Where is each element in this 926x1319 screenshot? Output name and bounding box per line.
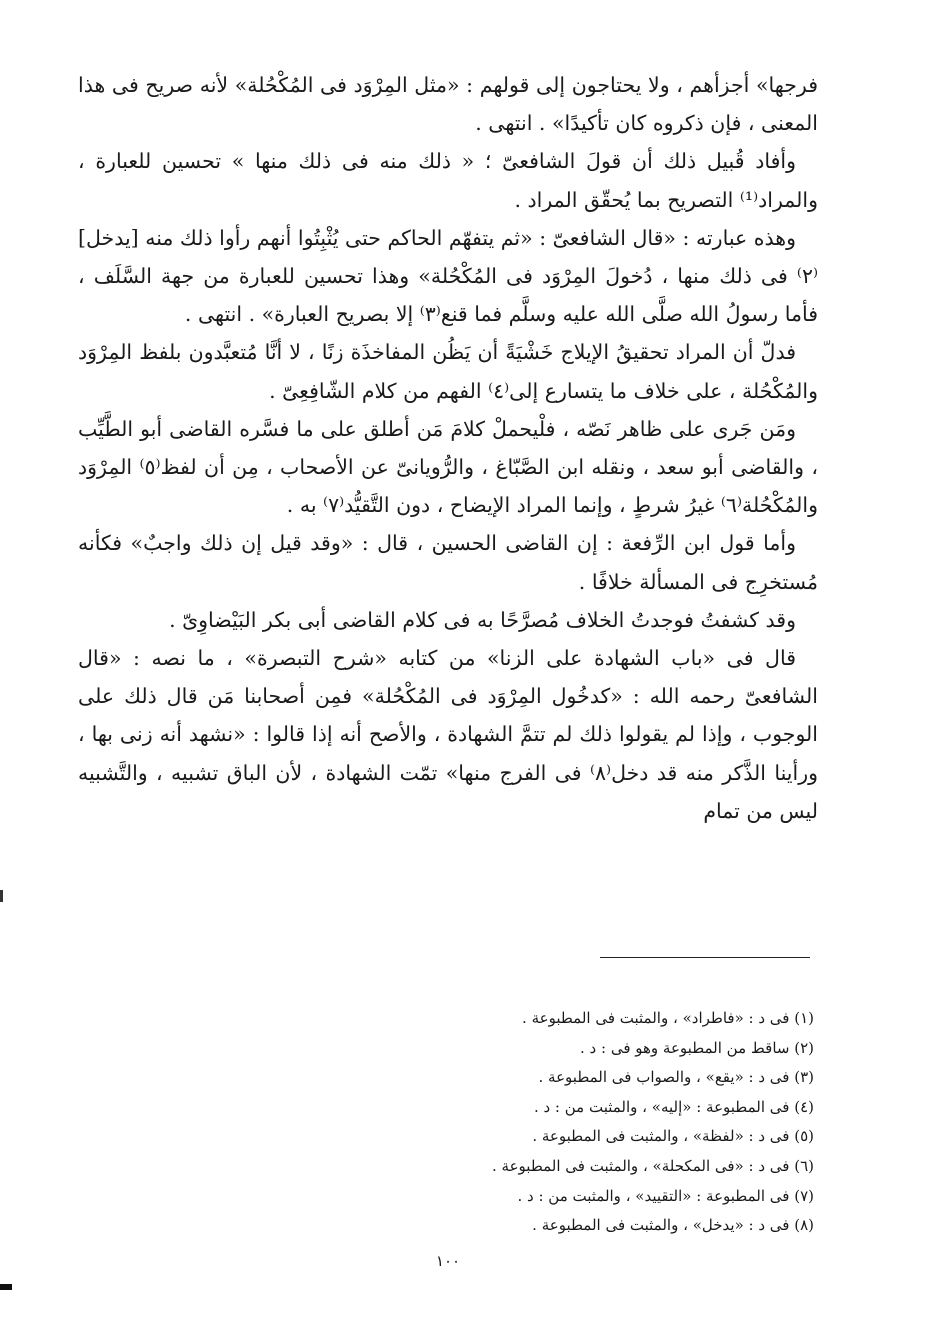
- paragraph-3: وهذه عبارته : «قال الشافعىّ : «ثم يتفهّم الحاكم حتى يُثْبِتُوا أنهم رأوا ذلك منه [يدخل]⁽٢⁾ فى ذلك منها ، دُخولَ المِرْوَد فى المُكْحُلة» وهذا تحسين للعبارة من جهة السَّلَف ، فأما رسولُ الله صلَّى الله عليه وسلَّم فما قنع⁽٣⁾ إلا بصريح العبارة» . انتهى .: [78, 225, 818, 327]
- footnote-7: (٧) فى المطبوعة : «التقييد» ، والمثبت من : د .: [517, 1186, 814, 1205]
- paragraph-2: وأفاد قُبيل ذلك أن قولَ الشافعىّ ؛ « ذلك منه فى ذلك منها » تحسين للعبارة ، والمراد⁽¹⁾ التصريح بما يُحقّق المراد .: [78, 149, 818, 212]
- paragraph-4: فدلّ أن المراد تحقيقُ الإيلاج خَشْيَةً أن يَظُن المفاخذَة زنًا ، لا أنَّا مُتعبَّدون بلفظ المِرْوَد والمُكْحُلة ، على خلاف ما يتسارع إلى⁽٤⁾ الفهم من كلام الشّافِعِىّ .: [78, 340, 818, 403]
- footnote-2: (٢) ساقط من المطبوعة وهو فى : د .: [580, 1038, 814, 1057]
- main-text: [78, 66, 818, 830]
- paragraph-7: وقد كشفتُ فوجدتُ الخلاف مُصرَّحًا به فى كلام القاضى أبى بكر البَيْضاوِىّ .: [169, 607, 796, 632]
- footnotes: [300, 1004, 814, 1241]
- footnote-3: (٣) فى د : «يقع» ، والصواب فى المطبوعة .: [538, 1068, 814, 1087]
- footnote-6: (٦) فى د : «فى المكحلة» ، والمثبت فى المطبوعة .: [492, 1156, 814, 1175]
- footnote-divider: [600, 957, 810, 958]
- paragraph-5: ومَن جَرى على ظاهر نَصّه ، فلْيحملْ كلامَ مَن أطلق على ما فسَّره القاضى أبو الطَّيِّب ، والقاضى أبو سعد ، ونقله ابن الصَّبّاغ ، والرُّويانىّ عن الأصحاب ، مِن أن لفظ⁽٥⁾ المِرْوَد والمُكْحُلة⁽٦⁾ غيرُ شرطٍ ، وإنما المراد الإيضاح ، دون التَّقيُّد⁽٧⁾ به .: [78, 416, 818, 518]
- scan-edge-mark: [0, 1284, 12, 1290]
- footnote-8: (٨) فى د : «يدخل» ، والمثبت فى المطبوعة .: [532, 1216, 814, 1235]
- page-number: ١٠٠: [435, 1252, 461, 1270]
- footnote-4: (٤) فى المطبوعة : «إليه» ، والمثبت من : د .: [533, 1097, 814, 1116]
- paragraph-6: وأما قول ابن الرِّفعة : إن القاضى الحسين ، قال : «وقد قيل إن ذلك واجبٌ» فكأنه مُستخرِج فى المسألة خلافًا .: [78, 531, 818, 594]
- paragraph-1: فرجها» أجزأهم ، ولا يحتاجون إلى قولهم : «مثل المِرْوَد فى المُكْحُلة» لأنه صريح فى هذا المعنى ، فإن ذكروه كان تأكيدًا» . انتهى .: [78, 73, 818, 136]
- scan-edge-tick: [0, 890, 3, 902]
- footnote-5: (٥) فى د : «لفظة» ، والمثبت فى المطبوعة .: [532, 1127, 814, 1146]
- paragraph-8: قال فى «باب الشهادة على الزنا» من كتابه «شرح التبصرة» ، ما نصه : «قال الشافعىّ رحمه الله : «كدخُول المِرْوَد فى المُكْحُلة» فمِن أصحابنا مَن قال ذلك على الوجوب ، وإذا لم يقولوا ذلك لم تتمَّ الشهادة ، والأصح أنه إذا قالوا : «نشهد أنه زنى بها ، ورأينا الذَّكر منه قد دخل⁽٨⁾ فى الفرج منها» تمّت الشهادة ، لأن الباق تشبيه ، والتَّشبيه ليس من تمام: [78, 646, 818, 823]
- footnote-1: (١) فى د : «فاطراد» ، والمثبت فى المطبوعة .: [522, 1009, 814, 1027]
